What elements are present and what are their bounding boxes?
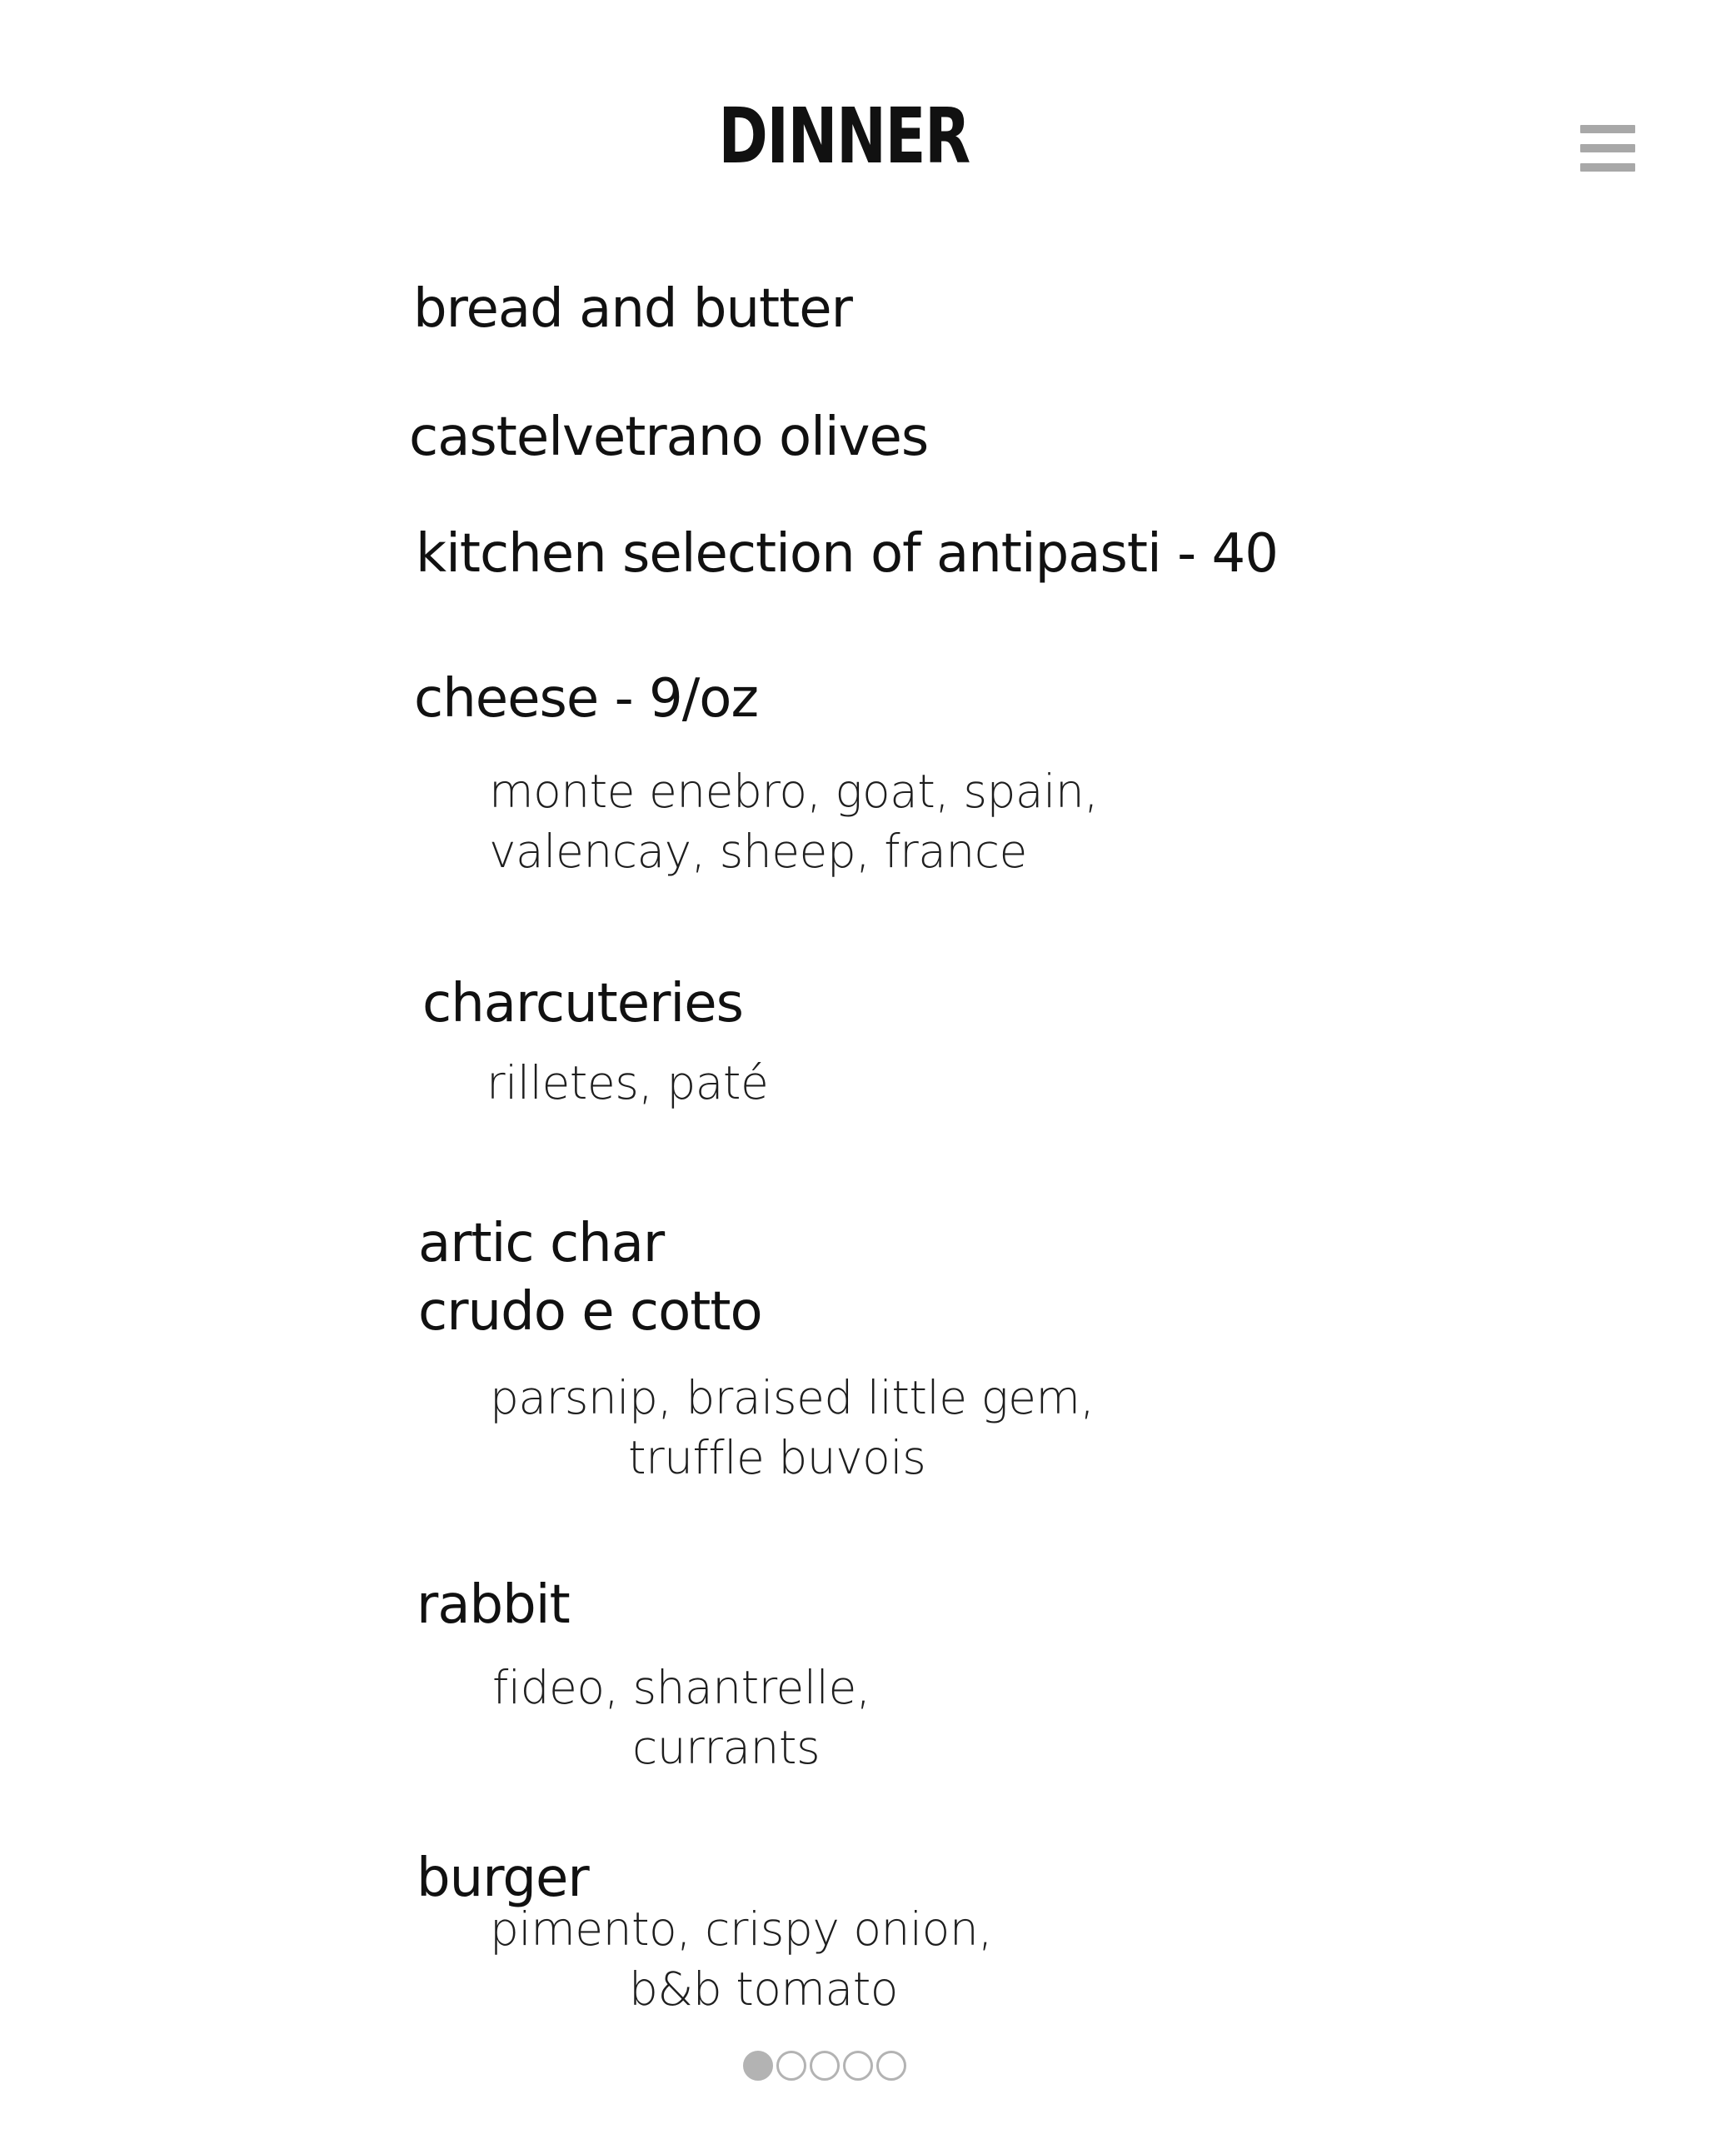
page-dot-2[interactable] (776, 2051, 806, 2081)
menu-item-burger: burger (417, 1847, 589, 1909)
menu-item-rabbit: rabbit (417, 1574, 570, 1636)
description-line: monte enebro, goat, spain, (489, 765, 1099, 818)
description-line: valencay, sheep, france (489, 825, 1027, 878)
description-line: fideo, shantrelle, (492, 1661, 870, 1714)
description-line: currants (632, 1721, 821, 1774)
hamburger-bar (1580, 125, 1635, 133)
menu-item-charcuteries: charcuteries (422, 973, 743, 1035)
menu-item-artic-char (418, 1209, 762, 1346)
menu-item-cheese-description (489, 761, 1098, 881)
description-line: b&b tomato (629, 1962, 898, 2016)
menu-item-charcuteries-description: rilletes, paté (486, 1056, 769, 1109)
menu-item-antipasti: kitchen selection of antipasti - 40 (416, 523, 1278, 585)
menu-item-cheese: cheese - 9/oz (414, 668, 759, 730)
page-indicator (743, 2051, 906, 2081)
hamburger-bar (1580, 144, 1635, 152)
item-name-line: crudo e cotto (418, 1281, 762, 1343)
page-dot-1[interactable] (743, 2051, 773, 2081)
menu-item-bread-and-butter: bread and butter (413, 278, 852, 340)
page-dot-3[interactable] (810, 2051, 840, 2081)
menu-item-burger-description (490, 1899, 992, 2019)
description-line: truffle buvois (628, 1431, 926, 1484)
menu-item-artic-char-description (490, 1368, 1095, 1488)
hamburger-bar (1580, 163, 1635, 172)
menu-item-castelvetrano-olives: castelvetrano olives (409, 406, 929, 468)
description-line: pimento, crispy onion, (490, 1902, 993, 1956)
page-dot-5[interactable] (876, 2051, 906, 2081)
page-dot-4[interactable] (843, 2051, 873, 2081)
description-line: parsnip, braised little gem, (490, 1371, 1095, 1424)
page-title: DINNER (718, 92, 970, 181)
item-name-line: artic char (418, 1213, 665, 1274)
hamburger-menu-icon[interactable] (1580, 125, 1635, 172)
menu-item-rabbit-description (492, 1658, 870, 1777)
